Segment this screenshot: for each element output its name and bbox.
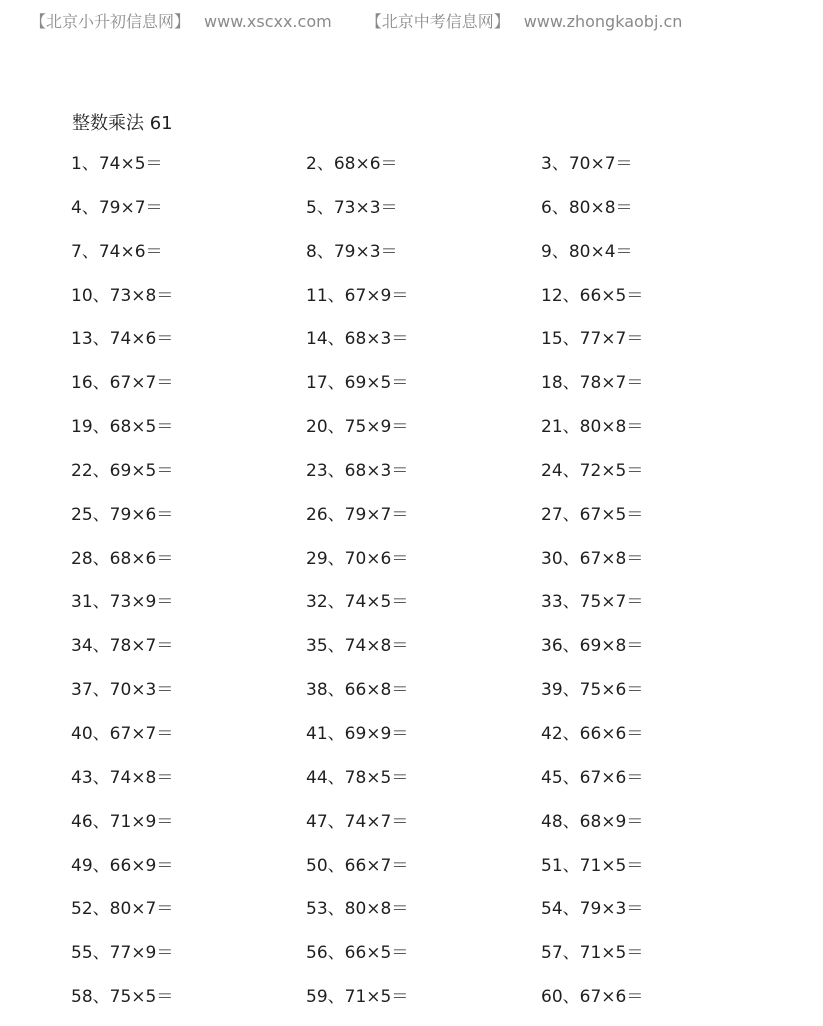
problem-item: 15、77×7＝ [541,329,644,350]
problem-item: 31、73×9＝ [71,592,174,613]
problem-item: 22、69×5＝ [71,460,174,481]
header-site-name-2: 【北京中考信息网】 [365,12,510,31]
problem-item: 4、79×7＝ [71,197,163,218]
problem-item: 2、68×6＝ [306,154,398,174]
problem-item: 14、68×3＝ [306,329,409,350]
problem-item: 53、80×8＝ [306,899,409,920]
header-url-1: www.xscxx.com [204,12,332,31]
problem-item: 48、68×9＝ [541,811,644,832]
problem-item: 58、75×5＝ [71,987,174,1008]
problem-item: 3、70×7＝ [541,154,633,174]
problem-item: 35、74×8＝ [306,636,409,657]
problem-item: 42、66×6＝ [541,723,644,744]
problem-item: 33、75×7＝ [541,592,644,613]
problem-item: 44、78×5＝ [306,767,409,788]
problem-item: 38、66×8＝ [306,680,409,701]
problem-item: 59、71×5＝ [306,987,409,1008]
problem-item: 29、70×6＝ [306,548,409,569]
problem-item: 19、68×5＝ [71,417,174,438]
problem-item: 23、68×3＝ [306,460,409,481]
problem-item: 41、69×9＝ [306,723,409,744]
problem-item: 10、73×8＝ [71,285,174,306]
problem-item: 52、80×7＝ [71,899,174,920]
problem-item: 8、79×3＝ [306,241,398,262]
problem-item: 30、67×8＝ [541,548,644,569]
problem-item: 16、67×7＝ [71,373,174,394]
problem-item: 18、78×7＝ [541,373,644,394]
problem-item: 50、66×7＝ [306,855,409,876]
problem-item: 27、67×5＝ [541,504,644,525]
problem-item: 47、74×7＝ [306,811,409,832]
problem-item: 21、80×8＝ [541,417,644,438]
problem-item: 54、79×3＝ [541,899,644,920]
problem-item: 51、71×5＝ [541,855,644,876]
problem-item: 32、74×5＝ [306,592,409,613]
header-url-2: www.zhongkaobj.cn [523,12,683,31]
header-site-name-1: 【北京小升初信息网】 [30,12,191,31]
problem-item: 26、79×7＝ [306,504,409,525]
problem-item: 43、74×8＝ [71,767,174,788]
problem-item: 37、70×3＝ [71,680,174,701]
worksheet-title: 整数乘法 61 [72,113,173,134]
problem-item: 20、75×9＝ [306,417,409,438]
problem-item: 6、80×8＝ [541,197,633,218]
problem-item: 12、66×5＝ [541,285,644,306]
problem-item: 24、72×5＝ [541,460,644,481]
problem-item: 57、71×5＝ [541,943,644,964]
problem-item: 49、66×9＝ [71,855,174,876]
problem-item: 36、69×8＝ [541,636,644,657]
problem-item: 39、75×6＝ [541,680,644,701]
problem-item: 11、67×9＝ [306,285,409,306]
problem-item: 25、79×6＝ [71,504,174,525]
problem-item: 7、74×6＝ [71,241,163,262]
problem-item: 60、67×6＝ [541,987,644,1008]
problem-item: 45、67×6＝ [541,767,644,788]
problem-item: 13、74×6＝ [71,329,174,350]
problem-item: 9、80×4＝ [541,241,633,262]
problem-item: 5、73×3＝ [306,197,398,218]
problem-item: 55、77×9＝ [71,943,174,964]
page-header [30,9,682,32]
problem-item: 28、68×6＝ [71,548,174,569]
problem-item: 40、67×7＝ [71,723,174,744]
problem-item: 1、74×5＝ [71,154,163,174]
problem-item: 17、69×5＝ [306,373,409,394]
problem-item: 34、78×7＝ [71,636,174,657]
problem-grid [71,149,791,1026]
problem-item: 46、71×9＝ [71,811,174,832]
problem-item: 56、66×5＝ [306,943,409,964]
